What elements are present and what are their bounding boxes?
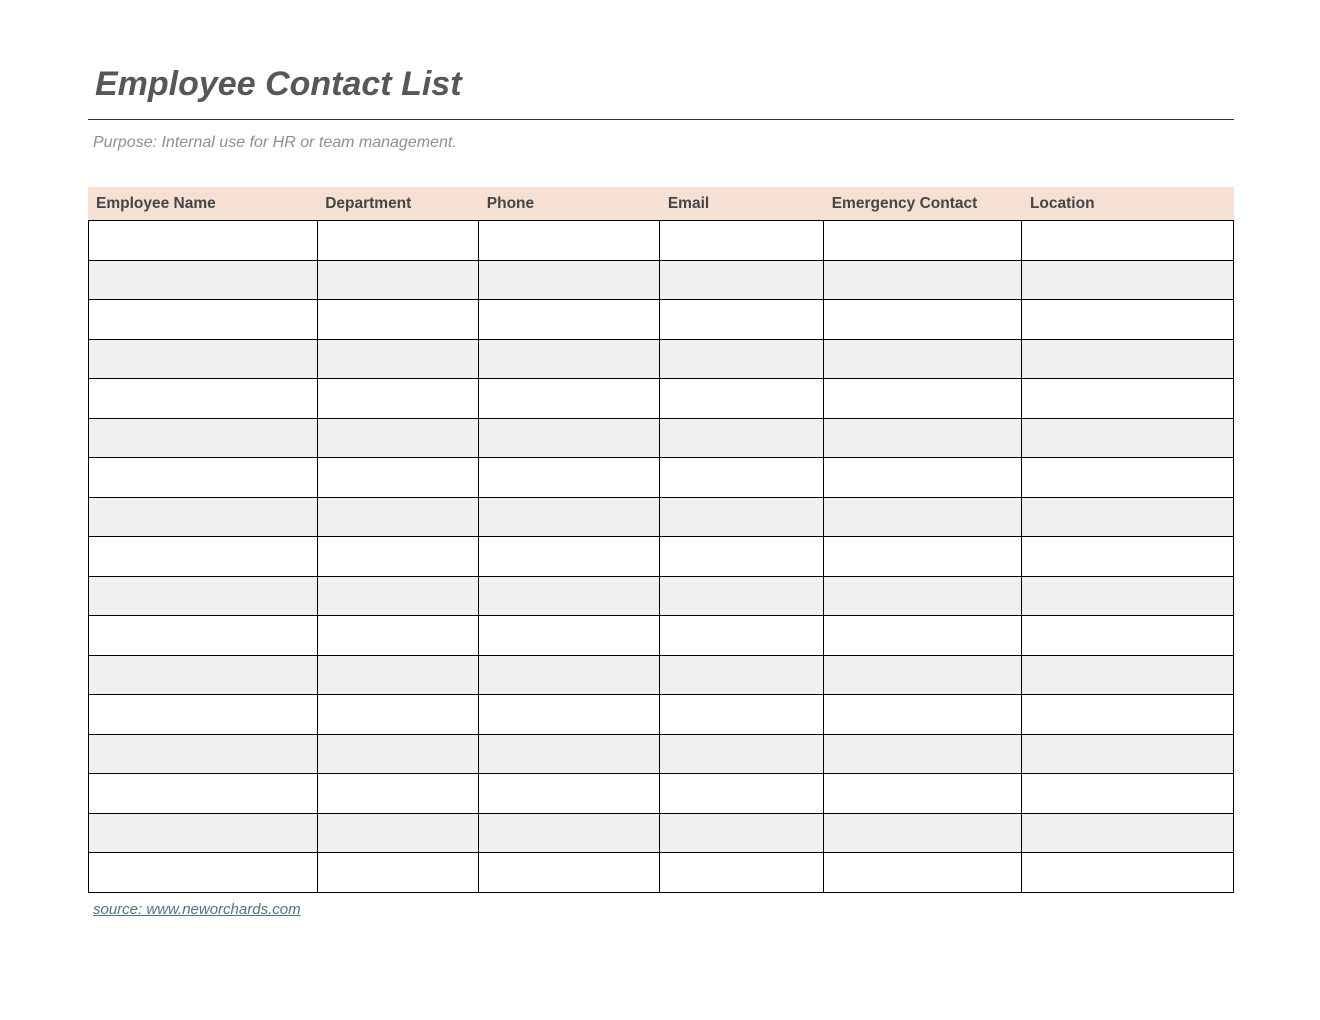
table-cell[interactable] <box>824 379 1022 419</box>
table-cell[interactable] <box>660 695 824 735</box>
table-cell[interactable] <box>1022 300 1234 340</box>
table-cell[interactable] <box>1022 261 1234 301</box>
column-header-department: Department <box>325 194 412 212</box>
table-cell[interactable] <box>479 221 660 261</box>
table-cell[interactable] <box>824 458 1022 498</box>
table-cell[interactable] <box>318 774 479 814</box>
table-cell[interactable] <box>318 577 479 617</box>
table-row-8 <box>89 498 1234 538</box>
table-cell[interactable] <box>479 300 660 340</box>
table-cell[interactable] <box>479 853 660 893</box>
table-row-17 <box>89 853 1234 893</box>
table-row-3 <box>89 300 1234 340</box>
table-cell[interactable] <box>318 379 479 419</box>
table-row-16 <box>89 814 1234 854</box>
table-cell[interactable] <box>89 498 318 538</box>
table-cell[interactable] <box>318 853 479 893</box>
table-cell[interactable] <box>824 261 1022 301</box>
page-subtitle: Purpose: Internal use for HR or team management. <box>93 134 457 151</box>
title-divider <box>88 119 1234 120</box>
table-cell[interactable] <box>1022 656 1234 696</box>
table-cell[interactable] <box>89 656 318 696</box>
table-cell[interactable] <box>89 537 318 577</box>
table-cell[interactable] <box>479 656 660 696</box>
table-cell[interactable] <box>660 300 824 340</box>
column-header-phone: Phone <box>486 194 535 212</box>
table-cell[interactable] <box>660 261 824 301</box>
table-cell[interactable] <box>89 616 318 656</box>
table-cell[interactable] <box>479 774 660 814</box>
table-cell[interactable] <box>89 814 318 854</box>
table-cell[interactable] <box>479 458 660 498</box>
table-cell[interactable] <box>89 735 318 775</box>
table-cell[interactable] <box>318 735 479 775</box>
table-cell[interactable] <box>824 340 1022 380</box>
table-row-2 <box>89 261 1234 301</box>
table-cell[interactable] <box>660 537 824 577</box>
table-cell[interactable] <box>318 300 479 340</box>
table-cell[interactable] <box>824 814 1022 854</box>
table-cell[interactable] <box>824 498 1022 538</box>
table-cell[interactable] <box>318 261 479 301</box>
source-link[interactable]: source: www.neworchards.com <box>93 901 301 918</box>
table-cell[interactable] <box>824 774 1022 814</box>
column-header-location: Location <box>1029 194 1095 212</box>
table-row-9 <box>89 537 1234 577</box>
table-cell[interactable] <box>1022 458 1234 498</box>
table-cell[interactable] <box>89 774 318 814</box>
table-cell[interactable] <box>824 853 1022 893</box>
table-cell[interactable] <box>1022 616 1234 656</box>
column-header-employee-name: Employee Name <box>96 194 216 212</box>
table-cell[interactable] <box>479 379 660 419</box>
table-cell[interactable] <box>1022 814 1234 854</box>
table-cell[interactable] <box>318 498 479 538</box>
table-cell[interactable] <box>660 735 824 775</box>
table-cell[interactable] <box>318 221 479 261</box>
table-cell[interactable] <box>89 419 318 459</box>
table-cell[interactable] <box>1022 537 1234 577</box>
table-row-5 <box>89 379 1234 419</box>
table-body <box>88 220 1234 893</box>
table-row-11 <box>89 616 1234 656</box>
table-row-13 <box>89 695 1234 735</box>
table-cell[interactable] <box>1022 774 1234 814</box>
table-cell[interactable] <box>660 379 824 419</box>
table-cell[interactable] <box>1022 695 1234 735</box>
table-cell[interactable] <box>318 340 479 380</box>
table-cell[interactable] <box>89 261 318 301</box>
page-title: Employee Contact List <box>95 65 462 103</box>
table-cell[interactable] <box>318 695 479 735</box>
table-cell[interactable] <box>1022 498 1234 538</box>
table-cell[interactable] <box>660 656 824 696</box>
table-cell[interactable] <box>824 221 1022 261</box>
table-cell[interactable] <box>1022 853 1234 893</box>
table-cell[interactable] <box>660 814 824 854</box>
table-cell[interactable] <box>89 853 318 893</box>
table-row-12 <box>89 656 1234 696</box>
table-cell[interactable] <box>89 577 318 617</box>
table-row-1 <box>89 221 1234 261</box>
table-cell[interactable] <box>1022 735 1234 775</box>
table-cell[interactable] <box>660 340 824 380</box>
table-row-6 <box>89 419 1234 459</box>
table-cell[interactable] <box>479 814 660 854</box>
table-row-15 <box>89 774 1234 814</box>
column-header-email: Email <box>667 194 710 212</box>
table-cell[interactable] <box>1022 379 1234 419</box>
table-cell[interactable] <box>89 695 318 735</box>
table-cell[interactable] <box>318 656 479 696</box>
table-cell[interactable] <box>479 340 660 380</box>
table-cell[interactable] <box>660 616 824 656</box>
table-row-10 <box>89 577 1234 617</box>
table-cell[interactable] <box>660 853 824 893</box>
table-cell[interactable] <box>824 735 1022 775</box>
table-cell[interactable] <box>318 616 479 656</box>
table-cell[interactable] <box>479 498 660 538</box>
table-cell[interactable] <box>824 300 1022 340</box>
table-cell[interactable] <box>660 577 824 617</box>
table-cell[interactable] <box>824 419 1022 459</box>
table-cell[interactable] <box>479 616 660 656</box>
table-cell[interactable] <box>824 537 1022 577</box>
column-header-emergency-contact: Emergency Contact <box>831 194 978 212</box>
table-cell[interactable] <box>660 221 824 261</box>
table-cell[interactable] <box>1022 221 1234 261</box>
table-cell[interactable] <box>89 458 318 498</box>
table-cell[interactable] <box>479 419 660 459</box>
table-cell[interactable] <box>479 735 660 775</box>
table-cell[interactable] <box>479 577 660 617</box>
table-row-4 <box>89 340 1234 380</box>
table-cell[interactable] <box>89 340 318 380</box>
table-row-14 <box>89 735 1234 775</box>
table-cell[interactable] <box>479 261 660 301</box>
table-cell[interactable] <box>1022 340 1234 380</box>
table-cell[interactable] <box>1022 577 1234 617</box>
table-cell[interactable] <box>660 419 824 459</box>
table-cell[interactable] <box>824 695 1022 735</box>
table-cell[interactable] <box>824 616 1022 656</box>
table-cell[interactable] <box>89 221 318 261</box>
table-cell[interactable] <box>1022 419 1234 459</box>
table-header-row <box>88 187 1234 220</box>
table-cell[interactable] <box>318 458 479 498</box>
table-cell[interactable] <box>660 458 824 498</box>
table-cell[interactable] <box>824 656 1022 696</box>
table-cell[interactable] <box>479 537 660 577</box>
table-cell[interactable] <box>89 379 318 419</box>
table-cell[interactable] <box>660 498 824 538</box>
employee-contact-table <box>88 187 1234 893</box>
table-cell[interactable] <box>318 537 479 577</box>
table-cell[interactable] <box>89 300 318 340</box>
table-cell[interactable] <box>660 774 824 814</box>
table-cell[interactable] <box>824 577 1022 617</box>
table-cell[interactable] <box>479 695 660 735</box>
table-row-7 <box>89 458 1234 498</box>
table-cell[interactable] <box>318 419 479 459</box>
table-cell[interactable] <box>318 814 479 854</box>
